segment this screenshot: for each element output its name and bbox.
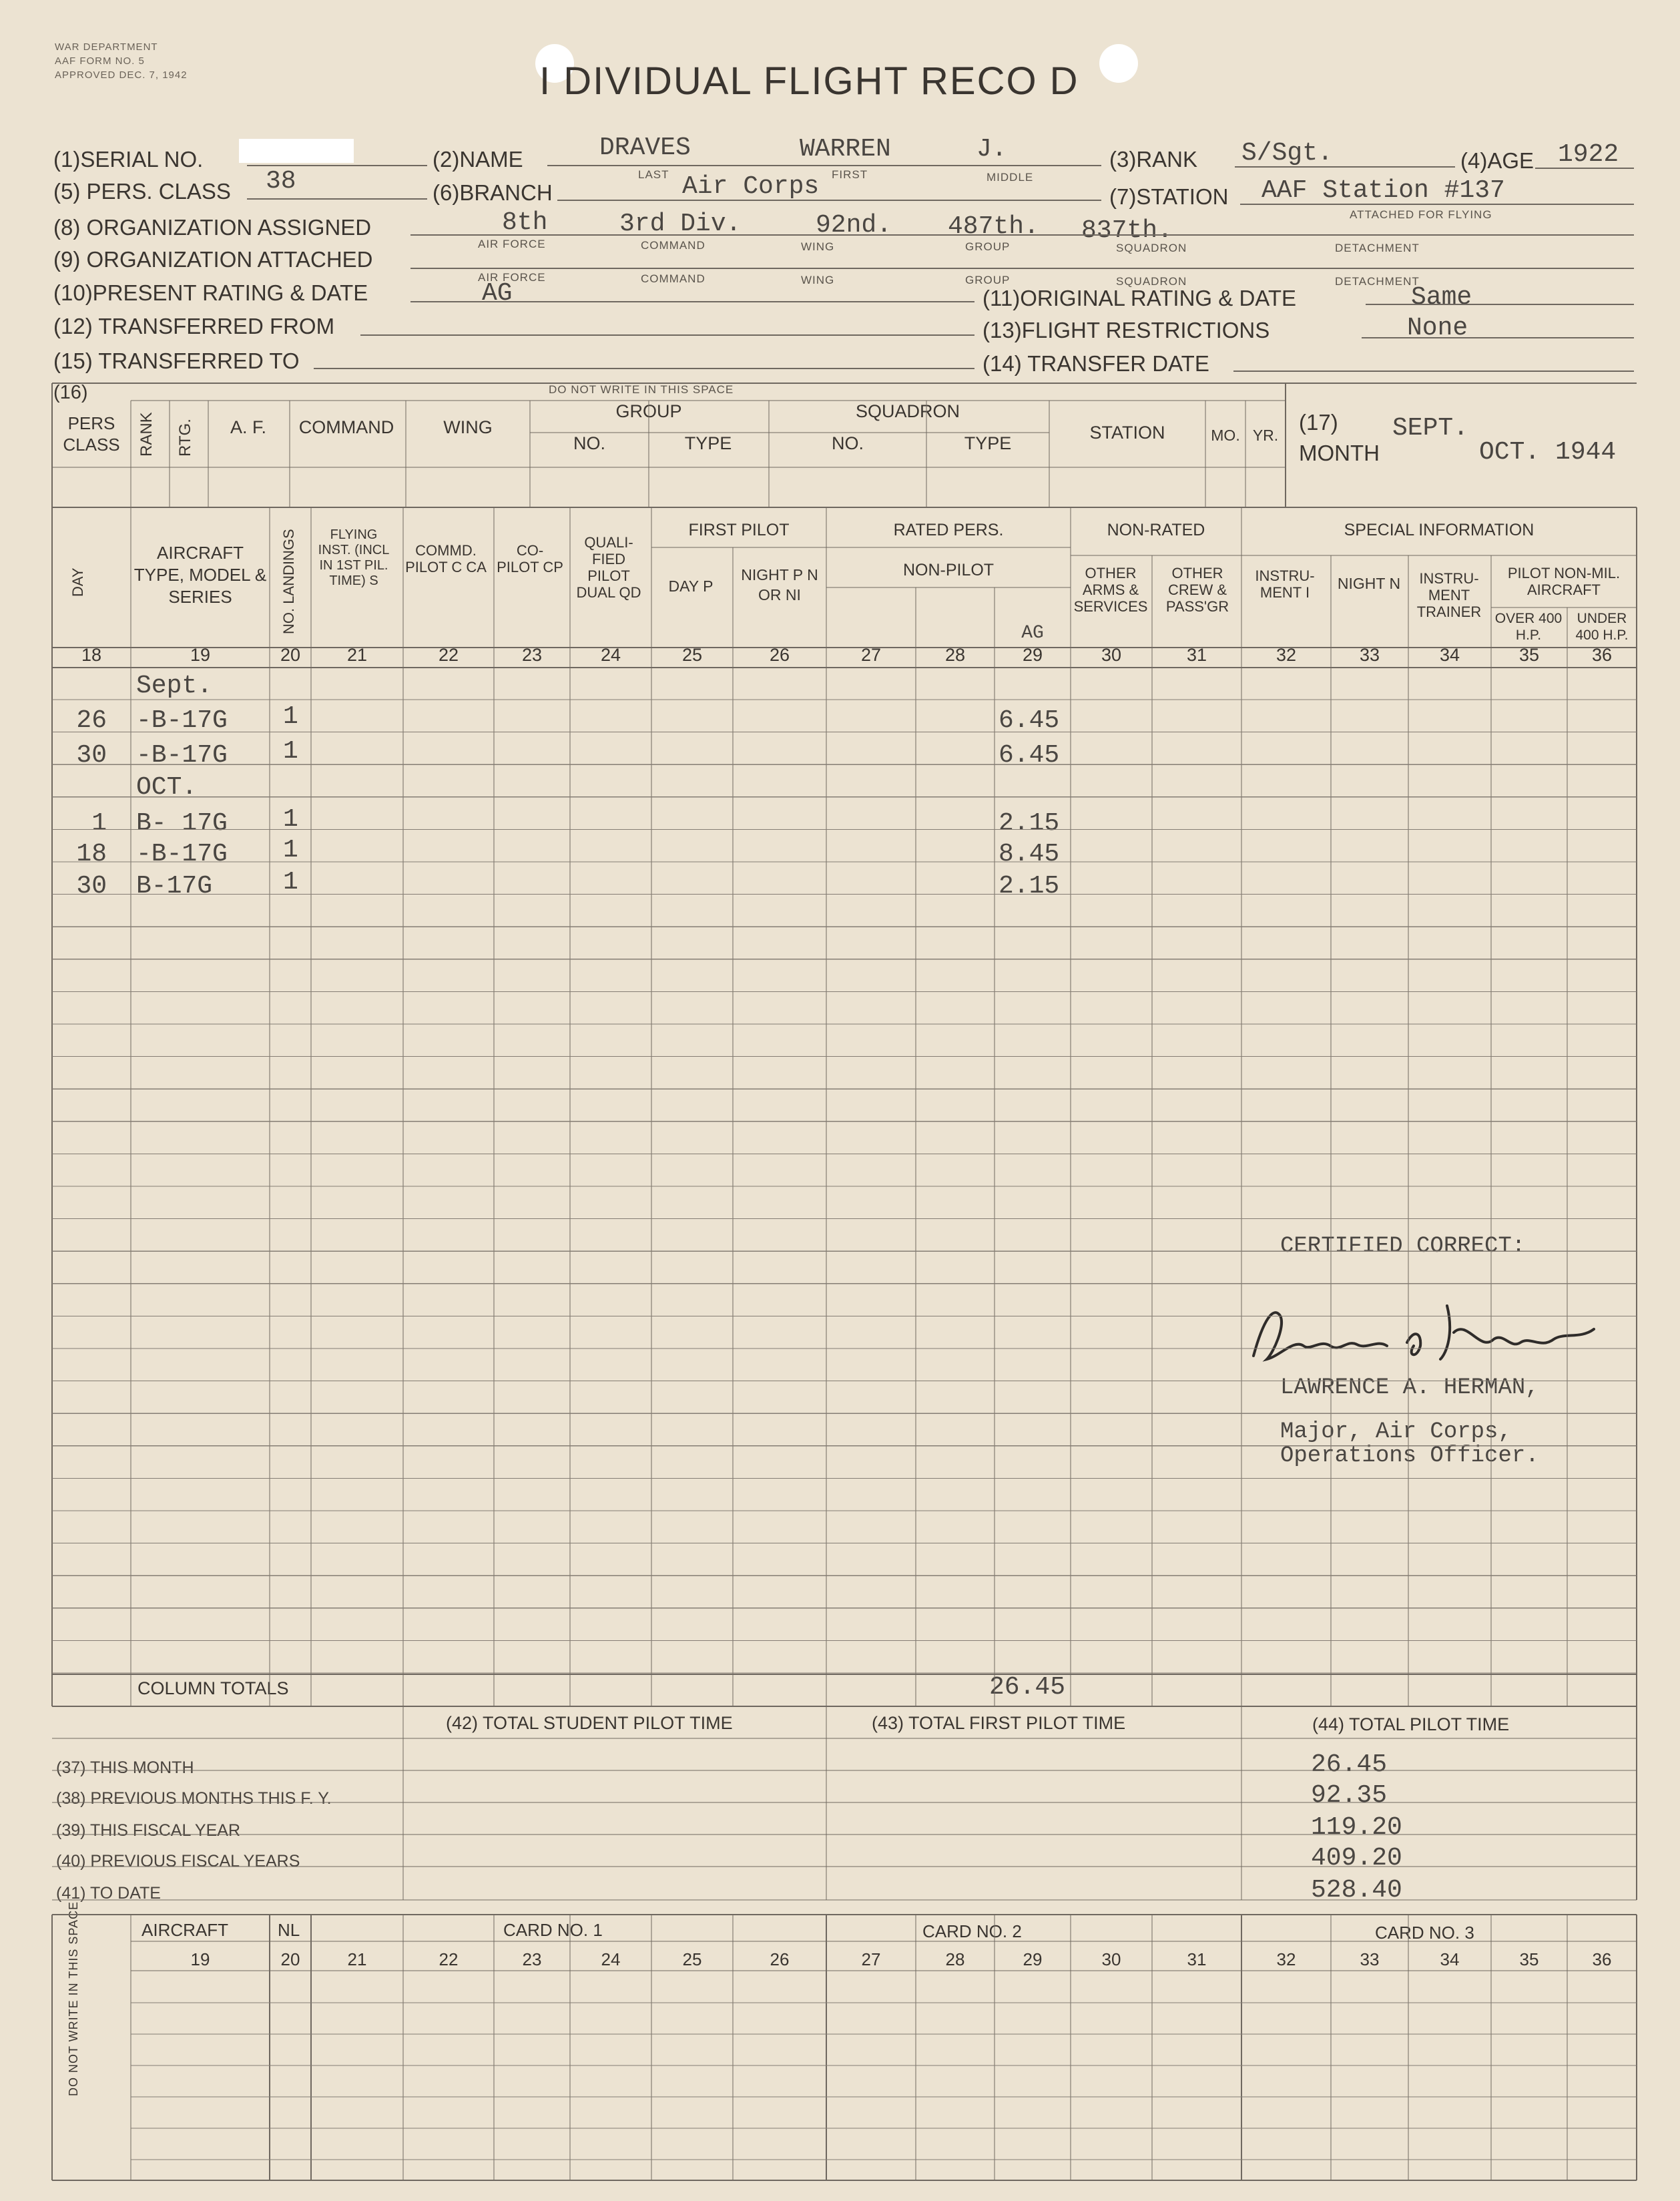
card-column-number: 30 <box>1101 1949 1121 1969</box>
col-other-arms: OTHER ARMS & SERVICES <box>1073 565 1148 615</box>
b16-squadron-type: TYPE <box>964 433 1012 453</box>
entry-aircraft: -B-17G <box>136 741 228 770</box>
b16-group-type: TYPE <box>684 433 732 453</box>
month-17-label: (17) <box>1299 410 1338 435</box>
totals-row-label: (39) THIS FISCAL YEAR <box>56 1821 241 1840</box>
column-number: 36 <box>1591 645 1613 665</box>
total-pilot-label: (44) TOTAL PILOT TIME <box>1312 1714 1510 1734</box>
entry-landings: 1 <box>283 702 298 731</box>
card-column-number: 34 <box>1440 1949 1460 1969</box>
card-column-number: 23 <box>522 1949 542 1969</box>
sub-detachment-2: DETACHMENT <box>1335 275 1420 288</box>
card-column-number: 21 <box>347 1949 367 1969</box>
sub-command-2: COMMAND <box>641 272 706 285</box>
branch-value: Air Corps <box>682 172 820 201</box>
totals-row-label: (41) TO DATE <box>56 1884 161 1903</box>
certified-correct: CERTIFIED CORRECT: <box>1280 1234 1526 1259</box>
col-instrument: INSTRU- MENT I <box>1255 567 1315 601</box>
column-number: 31 <box>1186 645 1207 665</box>
card-column-number: 28 <box>945 1949 965 1969</box>
cards-nl: NL <box>278 1920 300 1940</box>
column-number: 20 <box>280 645 301 665</box>
col-commd-pilot: COMMD. PILOT C CA <box>405 542 487 575</box>
transferred-to-label: (15) TRANSFERRED TO <box>53 348 300 373</box>
column-number: 21 <box>346 645 368 665</box>
col-ag: AG <box>1021 623 1044 644</box>
totals-row-label: (38) PREVIOUS MONTHS THIS F. Y. <box>56 1789 332 1808</box>
transferred-from-label: (12) TRANSFERRED FROM <box>53 314 335 338</box>
entry-aircraft: B- 17G <box>136 809 228 838</box>
entry-landings: 1 <box>283 737 298 766</box>
name-label: (2)NAME <box>433 147 523 172</box>
org-group: 487th. <box>948 212 1039 241</box>
org-air-force: 8th <box>502 208 548 237</box>
entry-ag: 8.45 <box>999 840 1060 869</box>
cards-do-not-write: DO NOT WRITE IN THIS SPACE <box>67 1901 80 2096</box>
sub-wing-1: WING <box>801 240 835 253</box>
name-last: DRAVES <box>599 134 691 162</box>
month-label: MONTH <box>1299 441 1380 465</box>
entry-aircraft: B-17G <box>136 872 213 901</box>
age-label: (4)AGE <box>1460 148 1534 173</box>
card-column-number: 32 <box>1276 1949 1296 1969</box>
column-number: 32 <box>1276 645 1297 665</box>
col-pilot-nonmil: PILOT NON-MIL. AIRCRAFT <box>1507 565 1621 598</box>
sub-group-1: GROUP <box>965 240 1011 253</box>
sub-squadron-1: SQUADRON <box>1116 242 1187 254</box>
officer-name: LAWRENCE A. HERMAN, <box>1280 1375 1539 1401</box>
attached-for-flying: ATTACHED FOR FLYING <box>1350 208 1492 221</box>
last-sublabel: LAST <box>638 168 669 181</box>
entry-day: 26 <box>76 706 107 735</box>
col-qualified: QUALI- FIED PILOT DUAL QD <box>576 534 641 601</box>
card-column-number: 25 <box>682 1949 702 1969</box>
sub-wing-2: WING <box>801 274 835 286</box>
entry-day: 18 <box>76 840 107 869</box>
column-totals-ag: 26.45 <box>989 1673 1066 1702</box>
totals-row-value: 92.35 <box>1311 1781 1388 1810</box>
entry-aircraft: Sept. <box>136 672 213 700</box>
card-column-number: 20 <box>280 1949 300 1969</box>
col-first-pilot: FIRST PILOT <box>688 521 790 539</box>
entry-landings: 1 <box>283 868 298 897</box>
b16-group: GROUP <box>615 401 682 421</box>
col-co-pilot: CO- PILOT CP <box>497 542 563 575</box>
total-student-pilot-label: (42) TOTAL STUDENT PILOT TIME <box>446 1713 733 1733</box>
org-assigned-label: (8) ORGANIZATION ASSIGNED <box>53 215 372 240</box>
entry-aircraft: -B-17G <box>136 840 228 869</box>
col-special: SPECIAL INFORMATION <box>1344 521 1534 539</box>
entry-ag: 6.45 <box>999 706 1060 735</box>
block16-do-not-write: DO NOT WRITE IN THIS SPACE <box>549 383 734 396</box>
column-number: 19 <box>190 645 211 665</box>
entry-aircraft: -B-17G <box>136 706 228 735</box>
b16-rank: RANK <box>137 412 156 457</box>
col-fp-night: NIGHT P N OR NI <box>741 566 818 603</box>
column-number: 35 <box>1518 645 1540 665</box>
entry-aircraft: OCT. <box>136 773 198 802</box>
col-flying-inst: FLYING INST. (INCL IN 1ST PIL. TIME) S <box>318 527 390 588</box>
original-rating-label: (11)ORIGINAL RATING & DATE <box>983 286 1297 310</box>
b16-af: A. F. <box>230 417 266 437</box>
column-totals-label: COLUMN TOTALS <box>137 1678 289 1698</box>
col-night: NIGHT N <box>1337 575 1401 592</box>
entry-ag: 2.15 <box>999 872 1060 901</box>
month-oct: OCT. 1944 <box>1479 438 1617 467</box>
sub-detachment-1: DETACHMENT <box>1335 242 1420 254</box>
branch-label: (6)BRANCH <box>433 180 553 205</box>
card-column-number: 24 <box>601 1949 621 1969</box>
station-value: AAF Station #137 <box>1262 176 1505 205</box>
entry-ag: 6.45 <box>999 741 1060 770</box>
card-column-number: 33 <box>1360 1949 1380 1969</box>
pers-class-label: (5) PERS. CLASS <box>53 179 231 204</box>
totals-row-value: 409.20 <box>1311 1844 1402 1873</box>
totals-row-value: 119.20 <box>1311 1813 1402 1842</box>
block16-label: (16) <box>53 382 88 403</box>
entry-day: 1 <box>91 809 107 838</box>
sub-group-2: GROUP <box>965 274 1011 286</box>
card-column-number: 27 <box>861 1949 881 1969</box>
totals-row-label: (37) THIS MONTH <box>56 1758 194 1777</box>
card-column-number: 31 <box>1187 1949 1207 1969</box>
war-department: WAR DEPARTMENT <box>55 41 158 53</box>
column-number: 33 <box>1359 645 1380 665</box>
pers-class-value: 38 <box>266 167 296 196</box>
cards-aircraft: AIRCRAFT <box>142 1920 228 1940</box>
total-first-pilot-label: (43) TOTAL FIRST PILOT TIME <box>872 1713 1126 1733</box>
column-number: 27 <box>860 645 882 665</box>
first-sublabel: FIRST <box>832 168 868 181</box>
form-number: AAF FORM NO. 5 <box>55 55 145 67</box>
column-number: 28 <box>944 645 966 665</box>
present-rating-label: (10)PRESENT RATING & DATE <box>53 280 368 305</box>
b16-squadron-no: NO. <box>831 433 864 453</box>
officer-title-1: Major, Air Corps, <box>1280 1419 1512 1445</box>
col-aircraft: AIRCRAFT TYPE, MODEL & SERIES <box>133 543 267 607</box>
column-number: 24 <box>600 645 621 665</box>
col-fp-day: DAY P <box>668 577 714 595</box>
present-rating-value: AG <box>482 279 513 308</box>
b16-station: STATION <box>1089 423 1165 443</box>
transfer-date-label: (14) TRANSFER DATE <box>983 351 1209 376</box>
approved-date: APPROVED DEC. 7, 1942 <box>55 69 188 81</box>
b16-mo: MO. <box>1211 427 1240 444</box>
card-no-2: CARD NO. 2 <box>922 1921 1022 1941</box>
rank-value: S/Sgt. <box>1241 139 1333 168</box>
card-column-number: 29 <box>1023 1949 1043 1969</box>
rank-label: (3)RANK <box>1109 147 1198 172</box>
card-column-number: 35 <box>1519 1949 1539 1969</box>
column-number: 34 <box>1439 645 1460 665</box>
org-attached-label: (9) ORGANIZATION ATTACHED <box>53 247 373 272</box>
totals-row-value: 26.45 <box>1311 1750 1388 1779</box>
b16-command: COMMAND <box>298 417 394 437</box>
month-sept: SEPT. <box>1392 414 1469 443</box>
officer-title-2: Operations Officer. <box>1280 1443 1539 1469</box>
entry-landings: 1 <box>283 805 298 834</box>
sub-squadron-2: SQUADRON <box>1116 275 1187 288</box>
column-number: 18 <box>81 645 102 665</box>
org-wing: 92nd. <box>816 211 892 240</box>
flight-restrictions-value: None <box>1407 314 1468 342</box>
column-number: 22 <box>438 645 459 665</box>
col-instr-trainer: INSTRU- MENT TRAINER <box>1416 570 1482 620</box>
column-number: 29 <box>1022 645 1043 665</box>
sub-air-force-1: AIR FORCE <box>478 238 546 250</box>
b16-group-no: NO. <box>573 433 605 453</box>
col-day: DAY <box>69 567 86 597</box>
entry-day: 30 <box>76 872 107 901</box>
totals-row-label: (40) PREVIOUS FISCAL YEARS <box>56 1852 300 1871</box>
b16-squadron: SQUADRON <box>855 401 960 421</box>
entry-day: 30 <box>76 741 107 770</box>
card-no-3: CARD NO. 3 <box>1375 1923 1474 1943</box>
col-no-landings: NO. LANDINGS <box>280 529 297 634</box>
b16-pers-class: PERS CLASS <box>63 413 120 455</box>
flight-restrictions-label: (13)FLIGHT RESTRICTIONS <box>983 318 1270 342</box>
column-number: 26 <box>769 645 790 665</box>
b16-wing: WING <box>443 417 493 437</box>
sub-air-force-2: AIR FORCE <box>478 271 546 284</box>
b16-rtg: RTG. <box>176 419 194 457</box>
age-value: 1922 <box>1558 140 1619 169</box>
column-number: 30 <box>1101 645 1122 665</box>
b16-yr: YR. <box>1252 427 1279 444</box>
col-non-rated: NON-RATED <box>1107 521 1205 539</box>
totals-row-value: 528.40 <box>1311 1876 1402 1905</box>
name-middle: J. <box>976 135 1007 164</box>
card-column-number: 26 <box>770 1949 790 1969</box>
org-command: 3rd Div. <box>619 210 742 238</box>
middle-sublabel: MIDDLE <box>987 171 1034 184</box>
column-number: 23 <box>521 645 543 665</box>
name-first: WARREN <box>800 135 891 164</box>
col-over400: OVER 400 H.P. <box>1494 611 1563 643</box>
form-title: I DIVIDUAL FLIGHT RECO D <box>539 59 1079 103</box>
col-other-crew: OTHER CREW & PASS'GR <box>1165 565 1229 615</box>
serial-label: (1)SERIAL NO. <box>53 147 204 172</box>
org-squadron: 837th. <box>1081 216 1173 245</box>
entry-landings: 1 <box>283 836 298 865</box>
original-rating-value: Same <box>1411 283 1472 312</box>
card-column-number: 22 <box>439 1949 459 1969</box>
station-label: (7)STATION <box>1109 184 1229 209</box>
col-under400: UNDER 400 H.P. <box>1575 611 1629 643</box>
card-column-number: 19 <box>190 1949 210 1969</box>
card-column-number: 36 <box>1592 1949 1612 1969</box>
entry-ag: 2.15 <box>999 809 1060 838</box>
col-rated-pers: RATED PERS. <box>893 521 1004 539</box>
sub-command-1: COMMAND <box>641 239 706 252</box>
card-no-1: CARD NO. 1 <box>503 1920 603 1940</box>
col-non-pilot: NON-PILOT <box>902 561 995 579</box>
column-number: 25 <box>681 645 703 665</box>
